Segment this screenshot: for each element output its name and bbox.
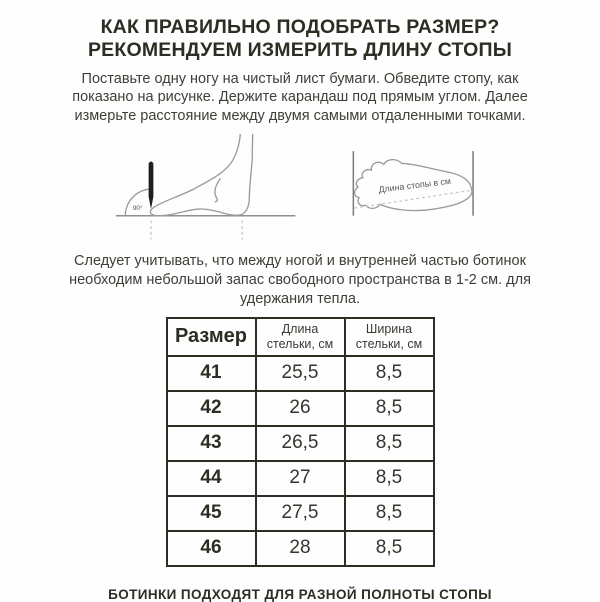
header-size: Размер <box>167 318 256 356</box>
title-line-1: КАК ПРАВИЛЬНО ПОДОБРАТЬ РАЗМЕР? <box>100 16 500 38</box>
page-title <box>0 16 600 62</box>
pencil-icon <box>149 162 154 210</box>
table-header-row <box>167 318 434 356</box>
fit-note-text: Следует учитывать, что между ногой и внутренней частью ботинок необходим небольшой запас свободного пространства в 1-2 см. для удержания тепла. <box>69 253 531 307</box>
insole-width-cell: 8,5 <box>345 356 434 391</box>
size-cell: 44 <box>167 461 256 496</box>
header-insole-width: Ширина стельки, см <box>345 318 434 356</box>
intro-text: Поставьте одну ногу на чистый лист бумаги. Обведите стопу, как показано на рисунке. Держите карандаш под прямым углом. Далее измерьте расстояние между двумя самыми отдаленными точками. <box>72 70 528 125</box>
footer-note: БОТИНКИ ПОДХОДЯТ ДЛЯ РАЗНОЙ ПОЛНОТЫ СТОПЫ <box>108 586 492 602</box>
table-row <box>167 391 434 426</box>
insole-length-cell: 26 <box>256 391 345 426</box>
title-line-2: РЕКОМЕНДУЕМ ИЗМЕРИТЬ ДЛИНУ СТОПЫ <box>87 38 513 61</box>
insole-width-cell: 8,5 <box>345 426 434 461</box>
size-cell: 43 <box>167 426 256 461</box>
insole-width-cell: 8,5 <box>345 531 434 566</box>
insole-width-cell: 8,5 <box>345 391 434 426</box>
size-table-body <box>167 356 434 566</box>
insole-length-cell: 27,5 <box>256 496 345 531</box>
size-cell: 45 <box>167 496 256 531</box>
ankle-curve-icon <box>215 179 220 202</box>
size-cell: 42 <box>167 391 256 426</box>
size-cell: 46 <box>167 531 256 566</box>
table-row <box>167 356 434 391</box>
size-cell: 41 <box>167 356 256 391</box>
table-row <box>167 496 434 531</box>
length-dash-line-icon <box>354 190 473 208</box>
insole-length-cell: 27 <box>256 461 345 496</box>
header-insole-length: Длина стельки, см <box>256 318 345 356</box>
size-table <box>166 317 435 567</box>
table-row <box>167 531 434 566</box>
measurement-illustrations <box>0 134 600 250</box>
insole-length-cell: 26,5 <box>256 426 345 461</box>
angle-label: 90° <box>132 205 143 213</box>
insole-length-cell: 28 <box>256 531 345 566</box>
insole-width-cell: 8,5 <box>345 496 434 531</box>
foot-length-label: Длина стопы в см <box>378 175 452 195</box>
table-row <box>167 426 434 461</box>
foot-side-outline-icon <box>150 134 252 216</box>
foot-length-illustration <box>337 134 497 248</box>
insole-width-cell: 8,5 <box>345 461 434 496</box>
table-row <box>167 461 434 496</box>
insole-length-cell: 25,5 <box>256 356 345 391</box>
foot-pencil-illustration <box>103 134 313 248</box>
